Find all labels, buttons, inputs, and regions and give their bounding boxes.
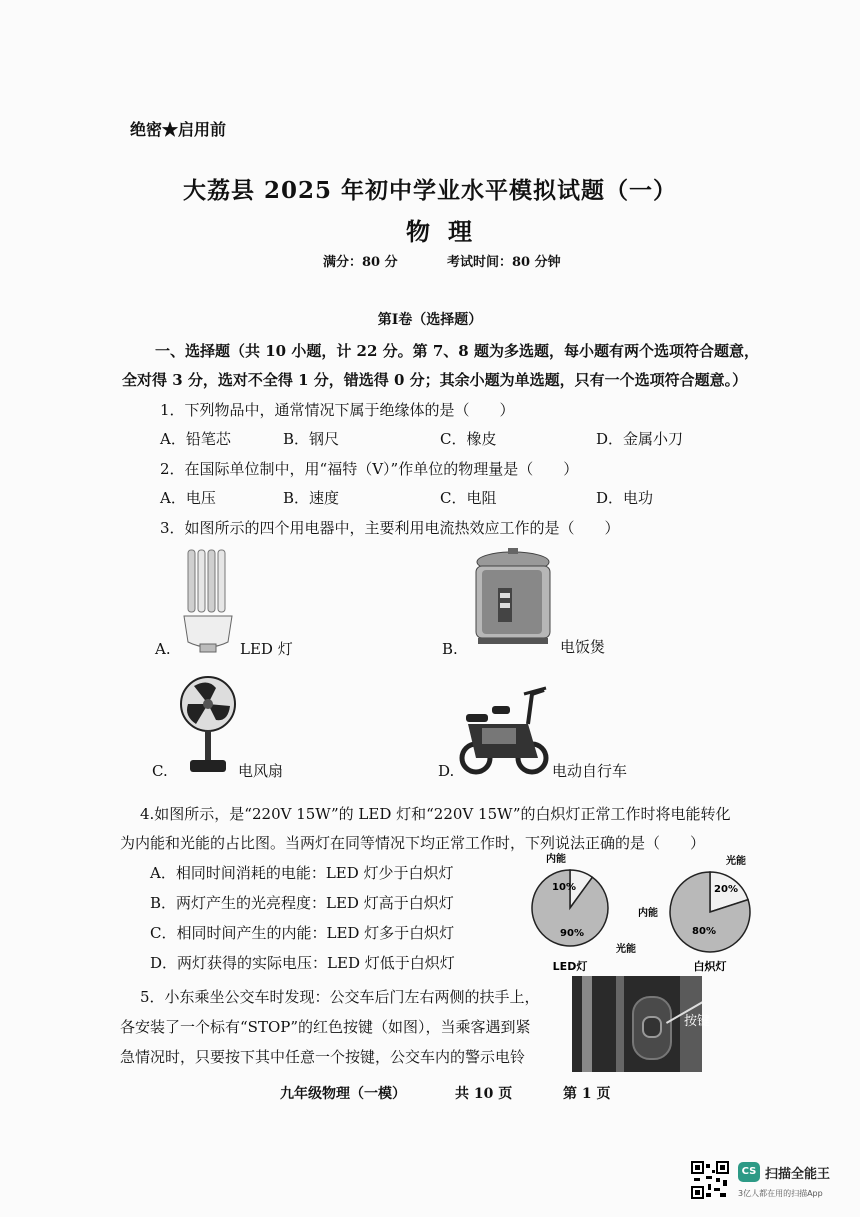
q5-line-2: 各安装了一个标有“STOP”的红色按键（如图），当乘客遇到紧	[120, 1018, 531, 1036]
q3-option-d-letter: D.	[438, 762, 455, 780]
qr-code-icon	[690, 1160, 730, 1200]
pie-1-title: 白炽灯	[693, 960, 727, 973]
rice-cooker-image	[470, 548, 556, 648]
pie-0-category-label-0: 内能	[546, 854, 566, 865]
pie-1-percent-label-0: 20%	[714, 884, 738, 895]
confidential-mark: 绝密★启用前	[130, 120, 227, 139]
q3-option-c-label: 电风扇	[238, 762, 284, 780]
q3-option-b-label: 电饭煲	[560, 638, 606, 656]
q4-option-d: D．两灯获得的实际电压：LED 灯低于白炽灯	[150, 954, 455, 972]
q1-option-d: D．金属小刀	[596, 430, 684, 448]
electric-bike-image	[458, 684, 550, 776]
footer-total-pages: 共 10 页	[455, 1086, 513, 1102]
q4-option-b: B．两灯产生的光亮程度：LED 灯高于白炽灯	[150, 894, 454, 912]
subject-title: 物理	[406, 217, 490, 246]
q2-option-d: D．电功	[596, 489, 654, 507]
pie-1-category-label-0: 光能	[726, 856, 746, 867]
q3-option-c-letter: C.	[152, 762, 168, 780]
q1-stem: 1．下列物品中，通常情况下属于绝缘体的是（ ）	[160, 401, 515, 419]
q3-option-a-letter: A.	[155, 640, 171, 658]
pie-1-category-label-1: 内能	[638, 908, 658, 919]
pie-0-percent-label-0: 10%	[552, 882, 576, 893]
q4-stem-line-2: 为内能和光能的占比图。当两灯在同等情况下均正常工作时，下列说法正确的是（ ）	[120, 834, 706, 852]
q3-option-a-label: LED 灯	[240, 640, 293, 658]
camscanner-name: 扫描全能王	[765, 1167, 831, 1182]
exam-time: 考试时间：80 分钟	[447, 255, 561, 270]
pie-0-category-label-1: 光能	[616, 944, 636, 955]
camscanner-tagline: 3亿人都在用的扫描App	[738, 1189, 823, 1198]
photo-label-button: 按键	[684, 1014, 711, 1029]
pie-0-percent-label-1: 90%	[560, 928, 584, 939]
volume-heading: 第Ⅰ卷（选择题）	[377, 312, 483, 328]
bus-handrail-photo	[572, 976, 702, 1072]
camscanner-logo: CS	[738, 1162, 760, 1182]
q2-stem: 2．在国际单位制中，用“福特（V）”作单位的物理量是（ ）	[160, 460, 579, 478]
q5-line-1: 5．小东乘坐公交车时发现：公交车后门左右两侧的扶手上，	[140, 988, 540, 1006]
pie-0-title: LED灯	[552, 960, 588, 973]
q2-option-a: A．电压	[160, 489, 216, 507]
footer-page-number: 第 1 页	[563, 1086, 611, 1102]
led-lamp-image	[180, 546, 240, 654]
energy-pie-charts	[528, 846, 762, 976]
q1-option-a: A．铅笔芯	[160, 430, 231, 448]
q5-line-3: 急情况时，只要按下其中任意一个按键，公交车内的警示电铃	[120, 1048, 526, 1066]
instructions-line-1: 一、选择题（共 10 小题，计 22 分。第 7、8 题为多选题，每小题有两个选项符合题意，	[155, 342, 759, 360]
q1-option-c: C．橡皮	[440, 430, 497, 448]
instructions-line-2: 全对得 3 分，选对不全得 1 分，错选得 0 分；其余小题为单选题，只有一个选项符合题意。）	[122, 371, 748, 389]
q2-option-b: B．速度	[283, 489, 340, 507]
q3-option-b-letter: B.	[442, 640, 458, 658]
electric-fan-image	[176, 676, 240, 776]
q1-option-b: B．钢尺	[283, 430, 340, 448]
pie-1-percent-label-1: 80%	[692, 926, 716, 937]
q2-option-c: C．电阻	[440, 489, 497, 507]
q3-stem: 3．如图所示的四个用电器中，主要利用电流热效应工作的是（ ）	[160, 519, 620, 537]
full-score: 满分：80 分	[323, 255, 398, 270]
footer-course: 九年级物理（一模）	[280, 1086, 406, 1102]
q4-stem-line-1: 4.如图所示，是“220V 15W”的 LED 灯和“220V 15W”的白炽灯正常工作时将电能转化	[140, 805, 731, 823]
q4-option-a: A．相同时间消耗的电能：LED 灯少于白炽灯	[150, 864, 454, 882]
q3-option-d-label: 电动自行车	[552, 762, 628, 780]
q4-option-c: C．相同时间产生的内能：LED 灯多于白炽灯	[150, 924, 455, 942]
exam-title: 大荔县 2025 年初中学业水平模拟试题（一）	[182, 177, 678, 204]
